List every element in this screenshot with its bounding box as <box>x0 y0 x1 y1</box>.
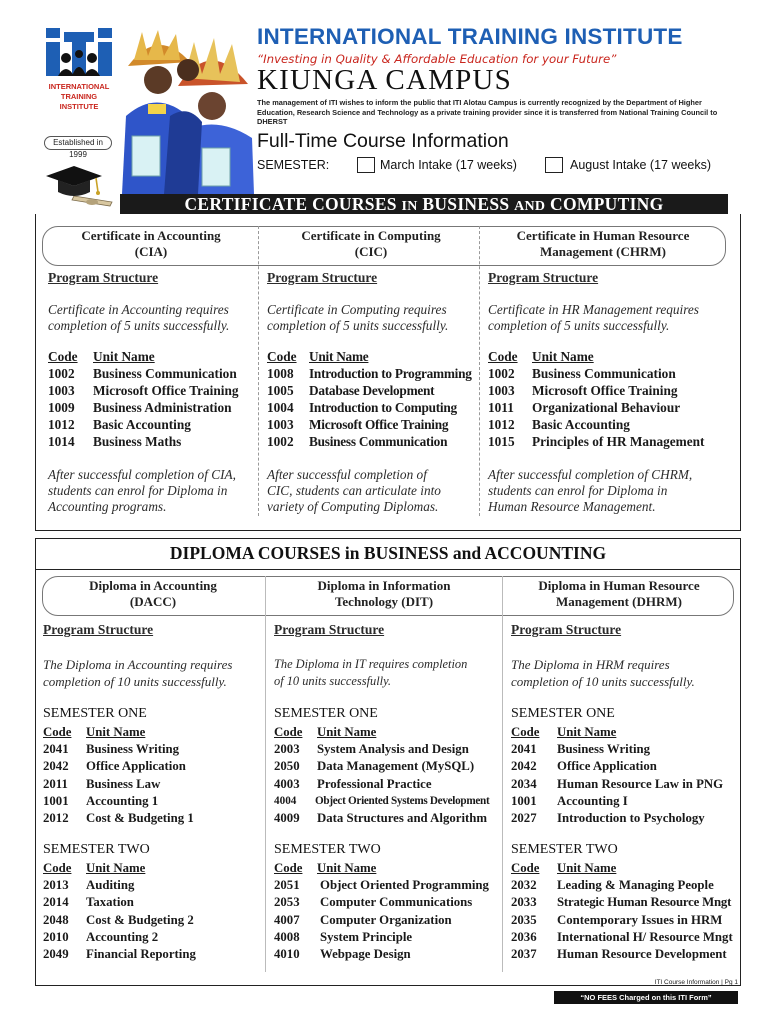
unit-row <box>274 741 502 758</box>
form-title: Full-Time Course Information <box>257 130 509 152</box>
unit-row <box>488 399 736 416</box>
after-completion-text <box>48 467 258 515</box>
program-structure-heading: Program Structure <box>488 270 599 285</box>
unit-row <box>511 758 737 775</box>
unit-list-header <box>43 724 263 741</box>
text-line: The Diploma in IT requires completion <box>274 657 468 671</box>
program-structure-heading: Program Structure <box>43 622 154 637</box>
code-header: Code <box>511 861 540 875</box>
title-line: Certificate in Accounting <box>81 228 221 243</box>
unit-name-header: Unit Name <box>86 725 146 739</box>
semester-two-heading: SEMESTER TWO <box>511 842 618 857</box>
unit-code: 2033 <box>511 895 537 910</box>
unit-row <box>48 399 256 416</box>
semester-two-heading: SEMESTER TWO <box>43 842 150 857</box>
dit-semester-two-units <box>274 860 502 963</box>
unit-row <box>267 416 477 433</box>
unit-row <box>43 894 263 911</box>
unit-name: Business Writing <box>557 742 651 757</box>
unit-code: 2051 <box>274 878 300 893</box>
dacc-title <box>44 578 262 610</box>
unit-row <box>274 894 502 911</box>
unit-row <box>48 365 256 382</box>
title-line: Management (CHRM) <box>540 244 666 259</box>
unit-row <box>488 416 736 433</box>
unit-name-header: Unit Name <box>532 349 594 364</box>
unit-row <box>43 877 263 894</box>
text-line: completion of 10 units successfully. <box>511 674 695 689</box>
code-header: Code <box>274 861 303 875</box>
unit-name: Taxation <box>86 895 134 910</box>
unit-row <box>48 382 256 399</box>
unit-row <box>267 433 477 450</box>
title-line: Management (DHRM) <box>556 594 682 609</box>
unit-name: Business Communication <box>532 366 676 381</box>
unit-name: Computer Communications <box>320 895 473 910</box>
unit-code: 2041 <box>511 742 537 757</box>
unit-code: 4007 <box>274 912 300 927</box>
unit-code: 1008 <box>267 366 294 381</box>
title-line: Diploma in Information <box>317 578 451 593</box>
semester-one-heading: SEMESTER ONE <box>511 706 615 721</box>
title-line: Technology (DIT) <box>334 594 434 609</box>
text-line: Certificate in HR Management requires <box>488 302 699 317</box>
unit-code: 1003 <box>48 383 75 398</box>
after-completion-text <box>267 467 479 515</box>
unit-code: 2027 <box>511 810 537 825</box>
institute-name: INTERNATIONAL TRAINING INSTITUTE <box>257 24 683 49</box>
cic-title <box>266 228 476 260</box>
title-line: (CIC) <box>354 244 388 259</box>
text-line: completion of 5 units successfully. <box>267 318 449 333</box>
unit-name: Accounting 2 <box>86 929 159 944</box>
unit-list-header <box>274 860 502 877</box>
unit-name: International H/ Resource Mngt <box>557 929 733 944</box>
unit-row <box>43 776 263 793</box>
unit-name: Contemporary Issues in HRM <box>557 912 723 927</box>
unit-code: 2003 <box>274 742 300 757</box>
unit-row <box>267 382 477 399</box>
dhrm-title <box>504 578 734 610</box>
column-divider <box>502 576 503 972</box>
requirement-text <box>267 302 479 334</box>
unit-name: Microsoft Office Training <box>309 417 449 432</box>
page-reference: ITI Course Information | Pg 1 <box>654 979 738 986</box>
unit-name: Accounting I <box>557 793 628 808</box>
title-line: Certificate in Computing <box>301 228 441 243</box>
after-completion-text <box>488 467 738 515</box>
unit-name: Business Communication <box>93 366 237 381</box>
unit-name: Object Oriented Programming <box>320 878 489 893</box>
text-line: completion of 5 units successfully. <box>488 318 670 333</box>
unit-code: 2042 <box>511 759 537 774</box>
unit-code: 2034 <box>511 776 537 791</box>
unit-name-header: Unit Name <box>86 861 146 875</box>
unit-code: 2050 <box>274 759 300 774</box>
unit-row <box>488 365 736 382</box>
unit-row <box>511 741 737 758</box>
august-intake-checkbox[interactable] <box>545 157 563 173</box>
unit-row <box>48 416 256 433</box>
unit-name: Computer Organization <box>320 912 452 927</box>
program-structure-heading: Program Structure <box>267 270 378 285</box>
logo-text-line: INTERNATIONAL <box>48 82 110 91</box>
unit-name: Microsoft Office Training <box>532 383 678 398</box>
dit-semester-one-units <box>274 724 502 827</box>
august-intake-label: August Intake (17 weeks) <box>570 158 712 172</box>
unit-row <box>274 929 502 946</box>
unit-row <box>511 946 737 963</box>
unit-code: 1012 <box>48 417 75 432</box>
unit-name: Business Maths <box>93 434 182 449</box>
text-line: Accounting programs. <box>48 499 167 514</box>
unit-name: Database Development <box>309 383 435 398</box>
unit-code: 2036 <box>511 929 537 944</box>
unit-name: Data Structures and Algorithm <box>317 810 488 825</box>
unit-name: Financial Reporting <box>86 946 196 961</box>
unit-name: Introduction to Psychology <box>557 810 705 825</box>
graduates-photo <box>118 26 256 194</box>
unit-name: Strategic Human Resource Mngt <box>557 895 732 910</box>
unit-name: Principles of HR Management <box>532 434 705 449</box>
text-line: Certificate in Accounting requires <box>48 302 229 317</box>
unit-list-header <box>267 348 477 365</box>
text-line: variety of Computing Diplomas. <box>267 499 439 514</box>
unit-name: Human Resource Development <box>557 946 727 961</box>
banner-text: BUSINESS <box>417 194 515 214</box>
unit-code: 1005 <box>267 383 294 398</box>
text-line: The Diploma in HRM requires <box>511 657 670 672</box>
unit-row <box>43 929 263 946</box>
unit-code: 2049 <box>43 946 69 961</box>
text-line: Certificate in Computing requires <box>267 302 447 317</box>
unit-name-header: Unit Name <box>317 861 377 875</box>
unit-code: 4008 <box>274 929 300 944</box>
certificate-courses-banner <box>120 194 728 214</box>
unit-row <box>274 912 502 929</box>
dhrm-semester-one-units <box>511 724 737 827</box>
unit-row <box>511 877 737 894</box>
unit-name: Webpage Design <box>320 946 411 961</box>
unit-row <box>48 433 256 450</box>
campus-name: KIUNGA CAMPUS <box>257 64 512 96</box>
column-divider <box>258 226 259 516</box>
text-line: CIC, students can articulate into <box>267 483 441 498</box>
dacc-semester-one-units <box>43 724 263 827</box>
unit-code: 4009 <box>274 810 300 825</box>
text-line: Human Resource Management. <box>488 499 656 514</box>
text-line: The Diploma in Accounting requires <box>43 657 233 672</box>
requirement-text <box>43 656 265 690</box>
unit-name: System Analysis and Design <box>317 742 469 757</box>
code-header: Code <box>267 349 297 364</box>
unit-row <box>43 946 263 963</box>
unit-name: Leading & Managing People <box>557 878 714 893</box>
unit-row <box>511 776 737 793</box>
unit-code: 1003 <box>488 383 515 398</box>
unit-row <box>43 741 263 758</box>
requirement-text <box>488 302 738 334</box>
banner-text: AND <box>514 199 546 214</box>
unit-row <box>511 929 737 946</box>
column-divider <box>479 226 480 516</box>
unit-row <box>488 433 736 450</box>
unit-name: Introduction to Computing <box>309 400 457 415</box>
unit-code: 2048 <box>43 912 69 927</box>
banner-text: CERTIFICATE COURSES <box>184 194 402 214</box>
unit-code: 1003 <box>267 417 294 432</box>
march-intake-label: March Intake (17 weeks) <box>380 158 517 172</box>
march-intake-checkbox[interactable] <box>357 157 375 173</box>
dacc-semester-two-units <box>43 860 263 963</box>
unit-list-header <box>274 724 502 741</box>
unit-name: System Principle <box>320 929 413 944</box>
program-structure-heading: Program Structure <box>274 622 385 637</box>
unit-name: Business Administration <box>93 400 232 415</box>
unit-name: Business Communication <box>309 434 448 449</box>
unit-name: Office Application <box>86 759 186 774</box>
unit-list-header <box>43 860 263 877</box>
unit-row <box>274 793 502 810</box>
unit-code: 2035 <box>511 912 537 927</box>
diploma-section-title: DIPLOMA COURSES in BUSINESS and ACCOUNTING <box>169 543 607 563</box>
cic-unit-list <box>267 348 477 450</box>
unit-code: 4010 <box>274 946 300 961</box>
unit-code: 2014 <box>43 895 69 910</box>
code-header: Code <box>488 349 518 364</box>
banner-text: IN <box>401 199 418 214</box>
graduation-cap-icon <box>44 162 114 208</box>
unit-code: 2042 <box>43 759 69 774</box>
iti-logo <box>36 24 122 126</box>
unit-list-header <box>511 724 737 741</box>
unit-name-header: Unit Name <box>309 349 369 364</box>
chrm-unit-list <box>488 348 736 450</box>
institute-slogan: “Investing in Quality & Affordable Education for your Future” <box>257 52 617 66</box>
unit-name-header: Unit Name <box>93 349 155 364</box>
iti-logo-mark <box>44 28 114 80</box>
unit-row <box>43 793 263 810</box>
semester-one-heading: SEMESTER ONE <box>43 706 147 721</box>
text-line: After successful completion of CHRM, <box>488 467 693 482</box>
unit-code: 4004 <box>274 794 297 807</box>
unit-name: Organizational Behaviour <box>532 400 681 415</box>
code-header: Code <box>43 861 72 875</box>
unit-code: 1001 <box>511 793 537 808</box>
unit-code: 2032 <box>511 878 537 893</box>
unit-code: 4003 <box>274 776 300 791</box>
unit-code: 2041 <box>43 742 69 757</box>
code-header: Code <box>48 349 78 364</box>
unit-row <box>43 758 263 775</box>
semester-label: SEMESTER: <box>257 158 330 172</box>
unit-row <box>511 810 737 827</box>
unit-code: 2013 <box>43 878 69 893</box>
unit-name: Cost & Budgeting 1 <box>86 810 194 825</box>
requirement-text <box>274 656 502 690</box>
divider <box>35 569 741 570</box>
unit-row <box>488 382 736 399</box>
unit-code: 1015 <box>488 434 515 449</box>
unit-name: Object Oriented Systems Development <box>315 794 490 807</box>
unit-name: Cost & Budgeting 2 <box>86 912 194 927</box>
unit-row <box>511 894 737 911</box>
text-line: completion of 10 units successfully. <box>43 674 227 689</box>
unit-code: 1009 <box>48 400 75 415</box>
unit-code: 2037 <box>511 946 537 961</box>
unit-row <box>43 912 263 929</box>
requirement-text <box>511 656 739 690</box>
unit-name: Data Management (MySQL) <box>317 759 475 774</box>
program-structure-heading: Program Structure <box>511 622 622 637</box>
unit-code: 2012 <box>43 810 69 825</box>
text-line: of 10 units successfully. <box>274 674 392 688</box>
semester-one-heading: SEMESTER ONE <box>274 706 378 721</box>
unit-code: 2010 <box>43 929 69 944</box>
unit-code: 1014 <box>48 434 75 449</box>
unit-name: Basic Accounting <box>532 417 630 432</box>
logo-text-line: INSTITUTE <box>59 102 99 111</box>
logo-text-line: TRAINING <box>60 92 98 101</box>
semester-two-heading: SEMESTER TWO <box>274 842 381 857</box>
chrm-title <box>486 228 720 260</box>
program-structure-heading: Program Structure <box>48 270 159 285</box>
established-badge: Established in 1999 <box>44 136 112 150</box>
title-line: Diploma in Accounting <box>89 578 217 593</box>
unit-name-header: Unit Name <box>317 725 377 739</box>
banner-text: COMPUTING <box>545 194 664 214</box>
unit-name: Accounting 1 <box>86 793 159 808</box>
unit-row <box>43 810 263 827</box>
unit-name: Introduction to Programming <box>309 366 472 381</box>
unit-name: Microsoft Office Training <box>93 383 239 398</box>
unit-row <box>267 365 477 382</box>
text-line: After successful completion of <box>267 467 427 482</box>
unit-name: Human Resource Law in PNG <box>557 776 724 791</box>
text-line: After successful completion of CIA, <box>48 467 236 482</box>
unit-code: 1002 <box>488 366 515 381</box>
unit-list-header <box>488 348 736 365</box>
dhrm-semester-two-units <box>511 860 737 963</box>
title-line: (DACC) <box>129 594 177 609</box>
unit-row <box>267 399 477 416</box>
unit-row <box>274 776 502 793</box>
unit-row <box>274 946 502 963</box>
unit-name-header: Unit Name <box>557 861 617 875</box>
title-line: Diploma in Human Resource <box>538 578 700 593</box>
unit-list-header <box>48 348 256 365</box>
code-header: Code <box>43 725 72 739</box>
text-line: students can enrol for Diploma in <box>48 483 228 498</box>
unit-code: 1004 <box>267 400 294 415</box>
unit-list-header <box>511 860 737 877</box>
text-line: students can enrol for Diploma in <box>488 483 668 498</box>
title-line: Certificate in Human Resource <box>516 228 690 243</box>
unit-code: 1002 <box>267 434 294 449</box>
title-line: (CIA) <box>134 244 168 259</box>
dit-title <box>268 578 500 610</box>
unit-row <box>511 912 737 929</box>
code-header: Code <box>274 725 303 739</box>
unit-name: Business Writing <box>86 742 180 757</box>
unit-row <box>274 810 502 827</box>
unit-name: Office Application <box>557 759 657 774</box>
unit-code: 1012 <box>488 417 515 432</box>
cia-title <box>48 228 254 260</box>
unit-code: 1011 <box>488 400 514 415</box>
unit-code: 1002 <box>48 366 75 381</box>
code-header: Code <box>511 725 540 739</box>
unit-code: 2011 <box>43 776 68 791</box>
unit-row <box>511 793 737 810</box>
unit-name-header: Unit Name <box>557 725 617 739</box>
unit-code: 2053 <box>274 895 300 910</box>
text-line: completion of 5 units successfully. <box>48 318 230 333</box>
unit-name: Professional Practice <box>317 776 432 791</box>
cia-unit-list <box>48 348 256 450</box>
column-divider <box>265 576 266 972</box>
unit-name: Auditing <box>86 878 135 893</box>
no-fees-notice: “NO FEES Charged on this ITI Form” <box>554 991 738 1004</box>
requirement-text <box>48 302 258 334</box>
unit-row <box>274 877 502 894</box>
unit-name: Business Law <box>86 776 161 791</box>
unit-name: Basic Accounting <box>93 417 191 432</box>
semester-selector <box>257 156 747 176</box>
unit-code: 1001 <box>43 793 69 808</box>
accreditation-notice: The management of ITI wishes to inform the public that ITI Alotau Campus is currently recognized by the Department of Higher Education, Research Science and Technology as a private training provider since it is transferred from National Training Council to DHERST <box>257 98 718 126</box>
logo-text <box>36 82 122 112</box>
unit-row <box>274 758 502 775</box>
